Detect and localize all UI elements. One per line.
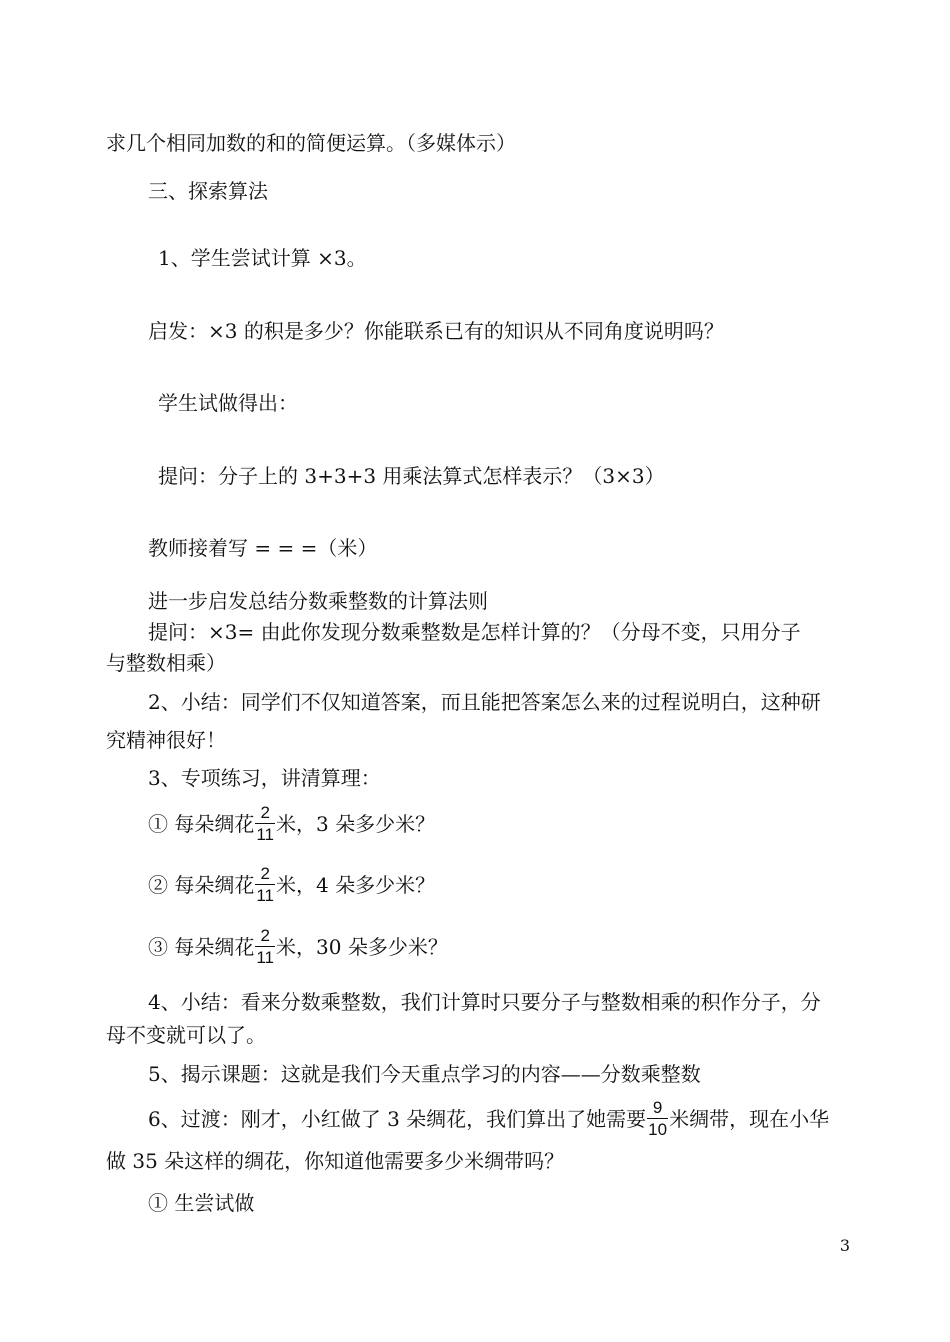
text-line: 教师接着写 = = =（米） — [148, 536, 378, 560]
fraction-denominator: 11 — [256, 825, 275, 844]
exercise-text: 米，30 朵多少米？ — [276, 935, 448, 959]
text-line: 4、小结：看来分数乘整数，我们计算时只要分子与整数相乘的积作分子，分 — [148, 990, 821, 1014]
fraction-denominator: 11 — [256, 886, 275, 905]
fraction — [255, 804, 275, 843]
fraction-denominator: 11 — [256, 948, 275, 967]
text-line: 做 35 朵这样的绸花，你知道他需要多少米绸带吗？ — [106, 1149, 565, 1173]
exercise-item — [148, 864, 436, 906]
text-line: 求几个相同加数的和的简便运算。（多媒体示） — [106, 131, 516, 155]
exercise-text: 每朵绸花 — [174, 935, 255, 959]
text-line: 2、小结：同学们不仅知道答案，而且能把答案怎么来的过程说明白，这种研 — [148, 690, 821, 714]
fraction — [255, 865, 275, 904]
fraction-numerator: 2 — [255, 865, 275, 885]
section-heading: 三、探索算法 — [148, 179, 268, 203]
exercise-item — [148, 803, 436, 845]
text-line: 启发：×3 的积是多少？你能联系已有的知识从不同角度说明吗？ — [148, 319, 724, 343]
fraction-numerator: 2 — [255, 804, 275, 824]
text-line: 提问：×3= 由此你发现分数乘整数是怎样计算的？（分母不变，只用分子 — [148, 620, 801, 644]
exercise-text: 米，4 朵多少米？ — [276, 873, 436, 897]
text-line: 提问：分子上的 3+3+3 用乘法算式怎样表示？（3×3） — [158, 464, 665, 488]
text-line-with-fraction — [148, 1098, 830, 1140]
text-line: 1、学生尝试计算 ×3。 — [158, 246, 367, 270]
exercise-marker: ② — [148, 873, 168, 897]
text-segment: 6、过渡：刚才，小红做了 3 朵绸花，我们算出了她需要 — [148, 1107, 647, 1131]
exercise-marker: ③ — [148, 935, 168, 959]
fraction — [647, 1099, 668, 1138]
exercise-text: 每朵绸花 — [174, 812, 255, 836]
exercise-text: 米，3 朵多少米？ — [276, 812, 436, 836]
text-line: ① 生尝试做 — [148, 1191, 255, 1215]
text-line: 与整数相乘） — [106, 651, 226, 675]
fraction-numerator: 2 — [255, 927, 275, 947]
text-line: 究精神很好！ — [106, 728, 226, 752]
exercise-marker: ① — [148, 812, 168, 836]
text-segment: 米绸带，现在小华 — [669, 1107, 830, 1131]
exercise-item — [148, 926, 448, 968]
fraction — [255, 927, 275, 966]
fraction-denominator: 10 — [648, 1120, 668, 1139]
text-line: 5、揭示课题：这就是我们今天重点学习的内容——分数乘整数 — [148, 1062, 701, 1086]
fraction-numerator: 9 — [647, 1099, 668, 1119]
page-number: 3 — [839, 1236, 850, 1255]
text-line: 进一步启发总结分数乘整数的计算法则 — [148, 589, 488, 613]
text-line: 学生试做得出： — [158, 391, 298, 415]
text-line: 母不变就可以了。 — [106, 1023, 266, 1047]
exercise-text: 每朵绸花 — [174, 873, 255, 897]
text-line: 3、专项练习，讲清算理： — [148, 766, 381, 790]
